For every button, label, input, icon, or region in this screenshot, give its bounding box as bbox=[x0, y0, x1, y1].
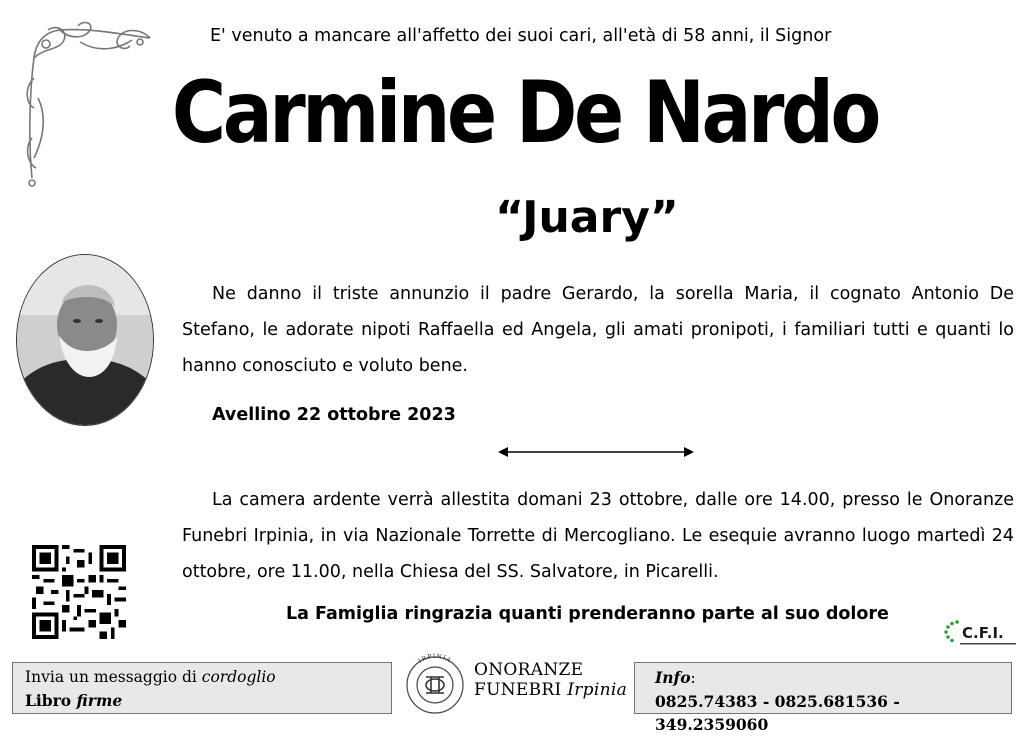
intro-line: E' venuto a mancare all'affetto dei suoi cari, all'età di 58 anni, il Signor bbox=[210, 26, 832, 46]
guestbook-emph: firme bbox=[76, 691, 123, 710]
deceased-name: Carmine De Nardo bbox=[171, 63, 878, 163]
cfi-logo bbox=[940, 618, 1018, 650]
funeral-home-logo bbox=[400, 650, 470, 716]
condolence-box[interactable] bbox=[12, 662, 392, 714]
funeral-info-paragraph: La camera ardente verrà allestita domani 23 ottobre, dalle ore 14.00, presso le Onoranze Funebri Irpinia, in via Nazionale Torrette di Mercogliano. Le esequie avranno luogo martedì 24 ottobre, ore 11.00, nella Chiesa del SS. Salvatore, in Picarelli. bbox=[182, 490, 1014, 582]
portrait-photo bbox=[12, 250, 160, 432]
guestbook-link[interactable] bbox=[25, 689, 379, 712]
deceased-nickname: “Juary” bbox=[495, 192, 679, 243]
condolence-text: Invia un messaggio di bbox=[25, 668, 202, 686]
condolence-link[interactable] bbox=[25, 666, 379, 689]
funeral-home-name bbox=[474, 660, 627, 700]
place-date: Avellino 22 ottobre 2023 bbox=[212, 405, 456, 425]
logo-ring-text: IRPINIA bbox=[417, 652, 453, 665]
brand-line-2: FUNEBRI Irpinia bbox=[474, 680, 628, 700]
info-label-line: Info: bbox=[655, 668, 696, 687]
qr-code-icon[interactable] bbox=[32, 545, 126, 639]
svg-text:IRPINIA bbox=[417, 653, 453, 665]
double-arrow-icon bbox=[496, 444, 696, 460]
family-thanks: La Famiglia ringrazia quanti prenderanno parte al suo dolore bbox=[286, 604, 889, 624]
portrait-image bbox=[17, 255, 153, 425]
brand-line-1: ONORANZE bbox=[474, 660, 584, 680]
info-box bbox=[634, 662, 1012, 734]
condolence-emph: cordoglio bbox=[201, 668, 276, 686]
announcement-paragraph: Ne danno il triste annunzio il padre Gerardo, la sorella Maria, il cognato Antonio De Stefano, le adorate nipoti Raffaella ed Angela, gli amati pronipoti, i familiari tutti e quanti lo hanno conosciuto e voluto bene. bbox=[182, 284, 1014, 376]
info-label: Info bbox=[655, 668, 691, 687]
cfi-logo-text: C.F.I. bbox=[962, 624, 1004, 642]
phone-numbers[interactable]: 0825.74383 - 0825.681536 - 349.2359060 bbox=[655, 692, 900, 734]
guestbook-text: Libro bbox=[25, 691, 77, 710]
